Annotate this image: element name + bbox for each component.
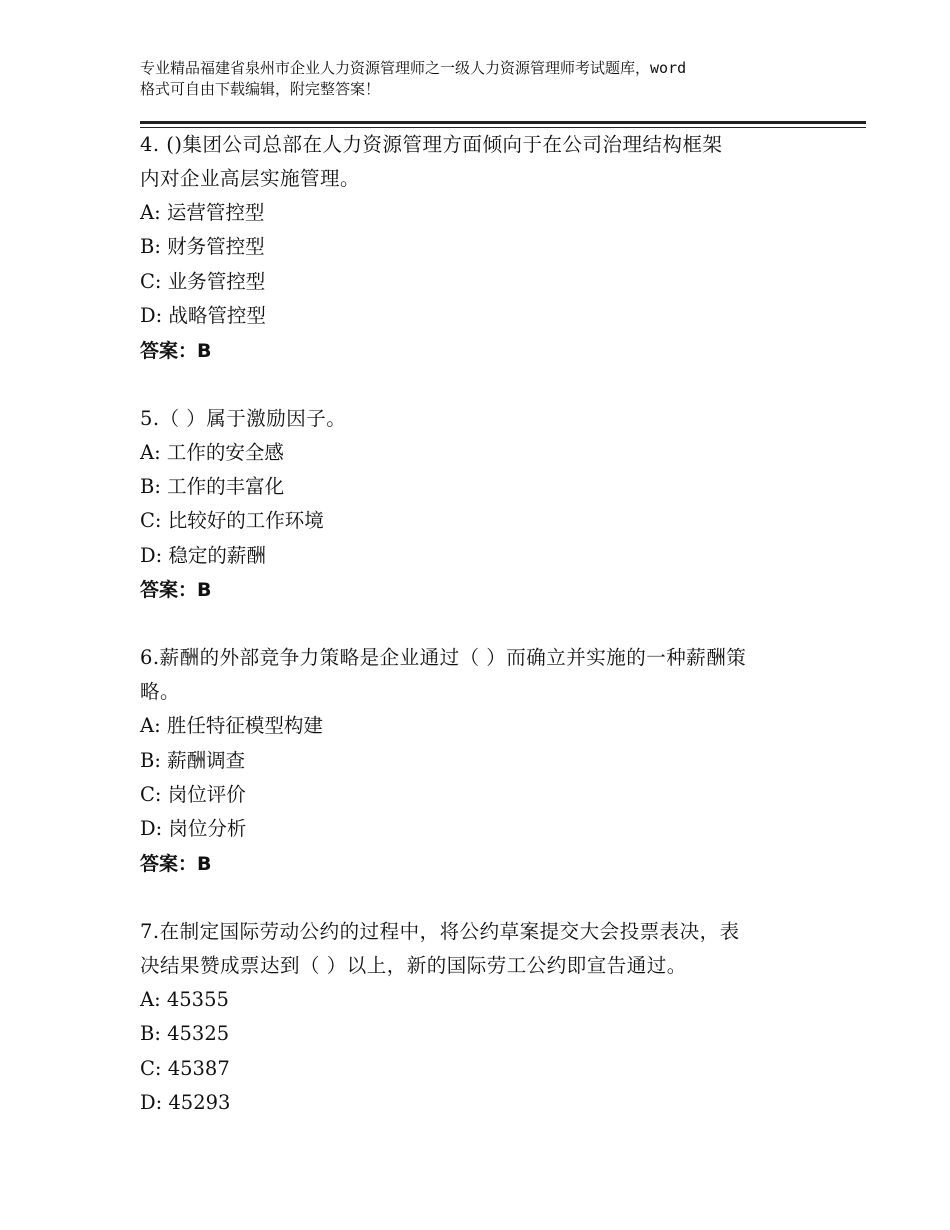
question-4 [140,128,820,368]
question-6 [140,641,820,881]
question-list [140,128,820,1121]
option-a: A: 45355 [140,987,229,1011]
header-line-1: 专业精品福建省泉州市企业人力资源管理师之一级人力资源管理师考试题库，word [140,59,687,77]
answer-label: 答案：B [140,852,212,875]
option-b: B: 45325 [140,1022,230,1046]
option-d: D: 岗位分析 [140,817,247,841]
question-text-line: 7.在制定国际劳动公约的过程中，将公约草案提交大会投票表决，表 [140,919,740,943]
question-text-line: 决结果赞成票达到（ ）以上，新的国际劳工公约即宣告通过。 [140,953,687,977]
question-text-line: 4. ()集团公司总部在人力资源管理方面倾向于在公司治理结构框架 [140,133,723,156]
answer-label: 答案：B [140,579,212,602]
option-d: D: 战略管控型 [140,304,266,328]
question-spacer [140,368,820,402]
option-b: B: 工作的丰富化 [140,475,285,499]
header-divider-thick [140,121,866,124]
answer-label: 答案：B [140,339,212,362]
option-c: C: 业务管控型 [140,269,266,293]
question-spacer [140,881,820,915]
option-c: C: 比较好的工作环境 [140,509,324,533]
question-text-line: 6.薪酬的外部竞争力策略是企业通过（ ）而确立并实施的一种薪酬策 [140,646,747,670]
question-7 [140,915,820,1121]
option-a: A: 运营管控型 [140,201,265,224]
question-text-line: 内对企业高层实施管理。 [140,167,361,190]
option-c: C: 45387 [140,1056,230,1080]
option-c: C: 岗位评价 [140,783,246,807]
header-line-2: 格式可自由下载编辑，附完整答案！ [140,80,381,98]
question-text-line: 略。 [140,680,181,704]
question-5 [140,402,820,608]
question-spacer [140,607,820,641]
option-a: A: 胜任特征模型构建 [140,714,323,738]
option-d: D: 稳定的薪酬 [140,543,266,567]
option-b: B: 薪酬调查 [140,748,246,772]
option-a: A: 工作的安全感 [140,440,284,464]
option-b: B: 财务管控型 [140,235,265,259]
document-header [140,58,840,100]
option-d: D: 45293 [140,1091,231,1115]
question-text-line: 5.（ ）属于激励因子。 [140,406,347,430]
